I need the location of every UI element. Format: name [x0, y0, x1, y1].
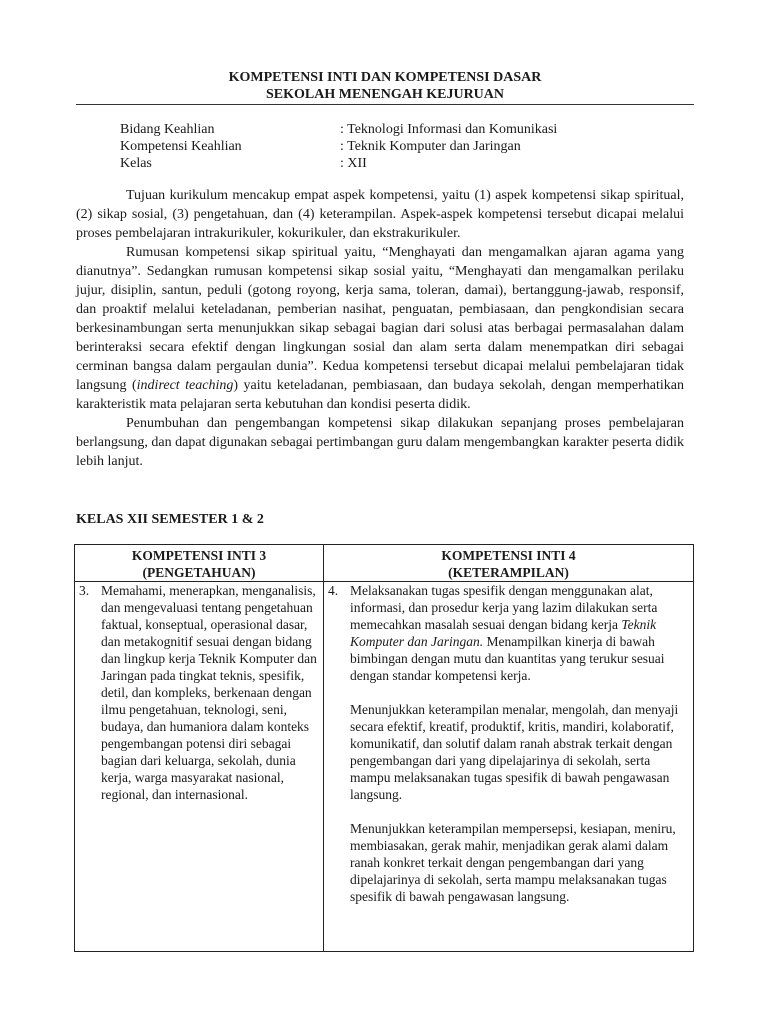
header-ki3-subtitle: (PENGETAHUAN)	[142, 565, 256, 580]
table-row	[75, 582, 694, 952]
header-ki3	[75, 545, 324, 582]
header-ki4-title: KOMPETENSI INTI 4	[441, 548, 576, 563]
document-title: KOMPETENSI INTI DAN KOMPETENSI DASAR	[228, 70, 542, 85]
title-divider	[76, 104, 694, 105]
meta-label: Bidang Keahlian	[120, 122, 215, 137]
meta-value: : Teknologi Informasi dan Komunikasi	[340, 122, 558, 137]
header-ki4	[324, 545, 694, 582]
ki4-p1-emphasis: Teknik Komputer dan Jaringan.	[350, 617, 657, 649]
paragraph-rumusan-part1: Rumusan kompetensi sikap spiritual yaitu, “Menghayati dan mengamalkan ajaran agama yang dianutnya”. Sedangkan rumusan kompetensi sikap sosial yaitu, “Menghayati dan mengamalkan perilaku jujur, disiplin, santun, peduli (gotong royong, kerja sama, toleran, damai), bertanggung-jawab, responsif, dan proaktif melalui keteladanan, pemberian nasihat, penguatan, pembiasaan, dan pengkondisian secara berkesinambungan serta menunjukkan sikap sebagai bagian dari solusi atas berbagai permasalahan dalam berinteraksi secara efektif dengan lingkungan sosial dan alam serta dalam menempatkan diri sebagai cerminan bangsa dalam pergaulan dunia”. Kedua kompetensi tersebut dicapai melalui pembelajaran tidak langsung (	[76, 245, 684, 393]
paragraph-rumusan-emphasis: indirect teaching	[136, 378, 234, 393]
meta-row-bidang	[120, 121, 557, 138]
meta-row-kompetensi	[120, 138, 557, 155]
meta-block	[120, 121, 557, 172]
paragraph-penumbuhan: Penumbuhan dan pengembangan kompetensi sikap dilakukan sepanjang proses pembelajaran berlangsung, dan dapat digunakan sebagai pertimbangan guru dalam mengembangkan karakter peserta didik lebih lanjut.	[76, 416, 685, 469]
meta-row-kelas	[120, 155, 557, 172]
cell-ki4	[324, 582, 694, 952]
item-number: 3.	[79, 583, 90, 598]
section-title: KELAS XII SEMESTER 1 & 2	[76, 512, 264, 527]
header-ki4-subtitle: (KETERAMPILAN)	[448, 565, 569, 580]
paragraph-tujuan: Tujuan kurikulum mencakup empat aspek kompetensi, yaitu (1) aspek kompetensi sikap spiritual, (2) sikap sosial, (3) pengetahuan, dan (4) keterampilan. Aspek-aspek kompetensi tersebut dicapai melalui proses pembelajaran intrakurikuler, kokurikuler, dan ekstrakurikuler.	[76, 188, 684, 241]
meta-value: : XII	[340, 156, 367, 171]
paragraph-rumusan-part2: ) yaitu keteladanan, pembiasaan, dan budaya sekolah, dengan memperhatikan karakteristik mata pelajaran serta kebutuhan dan kondisi peserta didik.	[76, 378, 684, 412]
ki3-text: Memahami, menerapkan, menganalisis, dan mengevaluasi tentang pengetahuan faktual, konseptual, operasional dasar, dan metakognitif sesuai dengan bidang dan lingkup kerja Teknik Komputer dan Jaringan pada tingkat teknis, spesifik, detil, dan kompleks, berkenaan dengan ilmu pengetahuan, teknologi, seni, budaya, dan humaniora dalam konteks pengembangan potensi diri sebagai bagian dari keluarga, sekolah, dunia kerja, warga masyarakat nasional, regional, dan internasional.	[101, 583, 317, 802]
cell-ki3	[75, 582, 324, 952]
intro-text	[76, 186, 684, 471]
ki4-paragraph-2: Menunjukkan keterampilan menalar, mengolah, dan menyaji secara efektif, kreatif, produktif, kritis, mandiri, kolaboratif, komunikatif, dan solutif dalam ranah abstrak terkait dengan pengembangan dari yang dipelajarinya di sekolah, serta mampu melaksanakan tugas spesifik di bawah pengawasan langsung.	[350, 702, 679, 802]
header-ki3-title: KOMPETENSI INTI 3	[131, 548, 267, 563]
item-number: 4.	[328, 583, 339, 598]
table-header-row	[75, 545, 694, 582]
meta-value: : Teknik Komputer dan Jaringan	[340, 139, 521, 154]
competency-table	[74, 544, 694, 952]
ki4-p1-part1: Melaksanakan tugas spesifik dengan menggunakan alat, informasi, dan prosedur kerja yang lazim dilakukan serta memecahkan masalah sesuai dengan bidang kerja	[350, 583, 658, 632]
ki4-p1-part2: Menampilkan kinerja di bawah bimbingan dengan mutu dan kuantitas yang terukur sesuai dengan standar kompetensi kerja.	[350, 634, 665, 683]
document-subtitle: SEKOLAH MENENGAH KEJURUAN	[265, 87, 505, 102]
meta-label: Kelas	[120, 156, 152, 171]
paragraph-rumusan	[76, 243, 684, 414]
ki4-paragraph-3: Menunjukkan keterampilan mempersepsi, kesiapan, meniru, membiasakan, gerak mahir, menjadikan gerak alami dalam ranah konkret terkait dengan pengembangan dari yang dipelajarinya di sekolah, serta mampu melaksanakan tugas spesifik di bawah pengawasan langsung.	[350, 821, 676, 904]
ki4-paragraph-1	[350, 582, 687, 684]
meta-label: Kompetensi Keahlian	[120, 139, 242, 154]
